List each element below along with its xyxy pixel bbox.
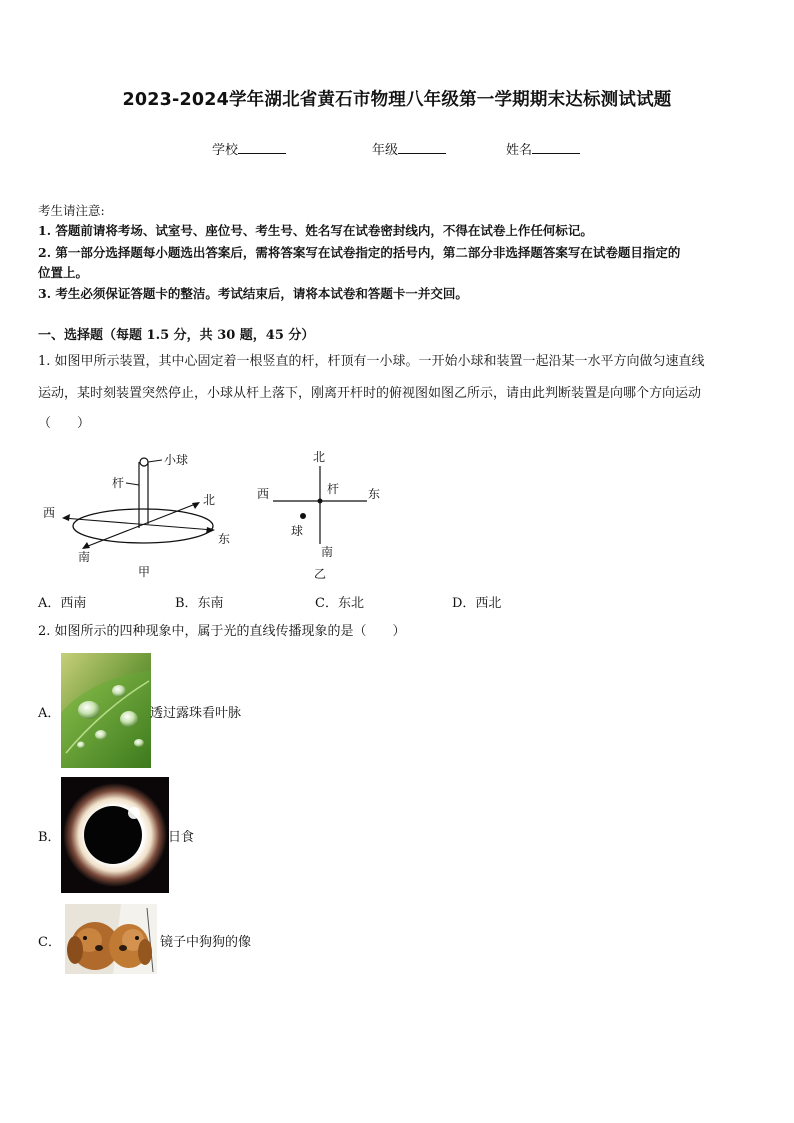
east-arrow — [206, 527, 215, 534]
west-arrow — [62, 514, 70, 521]
figure-caption: 乙 — [314, 567, 327, 581]
q2-option-b-caption: 日食 — [168, 830, 195, 845]
north-label: 北 — [313, 450, 326, 464]
q1-line: 1. 如图甲所示装置，其中心固定着一根竖直的杆，杆顶有一小球。一开始小球和装置一起沿某一水平方向做匀速直线 — [38, 354, 705, 369]
figure-yi — [255, 446, 390, 584]
dewdrop-leaf-image — [61, 653, 151, 768]
grade-label: 年级 — [372, 143, 399, 158]
name-label: 姓名 — [506, 143, 533, 158]
notice-item: 1. 答题前请将考场、试室号、座位号、考生号、姓名写在试卷密封线内，不得在试卷上作任何标记。 — [38, 223, 593, 238]
ball-circle — [140, 458, 148, 466]
name-blank — [532, 141, 580, 154]
ball-pointer — [148, 460, 162, 462]
school-field — [212, 139, 286, 158]
school-blank — [238, 141, 286, 154]
q2-stem: 2. 如图所示的四种现象中，属于光的直线传播现象的是（ ） — [38, 624, 406, 639]
rod-pointer — [126, 483, 139, 485]
q2-option-c-caption: 镜子中狗狗的像 — [160, 935, 252, 950]
north-arrow — [192, 502, 200, 509]
platform-ellipse — [73, 509, 213, 543]
q1-option-d: D．西北 — [452, 596, 502, 611]
rod-dot — [318, 499, 323, 504]
school-label: 学校 — [212, 143, 239, 158]
q1-option-c: C．东北 — [315, 596, 364, 611]
notice-item: 3. 考生必须保证答题卡的整洁。考试结束后，请将本试卷和答题卡一并交回。 — [38, 286, 468, 301]
north-label: 北 — [203, 493, 216, 507]
south-label: 南 — [78, 550, 91, 564]
ball-label: 小球 — [164, 453, 189, 467]
notice-item: 位置上。 — [38, 265, 89, 280]
north-south-axis — [83, 503, 198, 548]
q2-option-a-caption: 透过露珠看叶脉 — [150, 706, 242, 721]
q2-option-b-label: B． — [38, 830, 61, 845]
grade-blank — [398, 141, 446, 154]
ball-label: 球 — [291, 524, 304, 538]
east-label: 东 — [368, 487, 381, 501]
q1-line: 运动，某时刻装置突然停止，小球从杆上落下，刚离开杆时的俯视图如图乙所示，请由此判断装置是向哪个方向运动 — [38, 386, 702, 401]
dogs-mirror-image — [65, 904, 157, 974]
page-title: 2023-2024学年湖北省黄石市物理八年级第一学期期末达标测试试题 — [122, 90, 672, 110]
west-label: 西 — [257, 487, 270, 501]
q1-option-a: A．西南 — [38, 596, 87, 611]
west-east-axis — [63, 518, 213, 530]
rod-label: 杆 — [327, 482, 340, 496]
q2-option-c-label: C． — [38, 935, 61, 950]
section-heading: 一、选择题（每题 1.5 分，共 30 题，45 分） — [38, 328, 315, 343]
south-label: 南 — [321, 545, 334, 559]
q1-line: （ ） — [38, 416, 91, 431]
q1-option-b: B．东南 — [175, 596, 224, 611]
east-label: 东 — [218, 532, 231, 546]
name-field — [506, 139, 580, 158]
q2-option-a-label: A． — [38, 706, 61, 721]
figure-jia — [38, 448, 248, 584]
notice-item: 2. 第一部分选择题每小题选出答案后，需将答案写在试卷指定的括号内，第二部分非选择题答案写在试卷题目指定的 — [38, 245, 681, 260]
grade-field — [372, 139, 446, 158]
figure-caption: 甲 — [138, 565, 151, 579]
solar-eclipse-image — [61, 777, 169, 893]
west-label: 西 — [43, 506, 56, 520]
ball-dot — [300, 513, 306, 519]
notice-heading: 考生请注意: — [38, 203, 105, 218]
rod-label: 杆 — [112, 476, 125, 490]
